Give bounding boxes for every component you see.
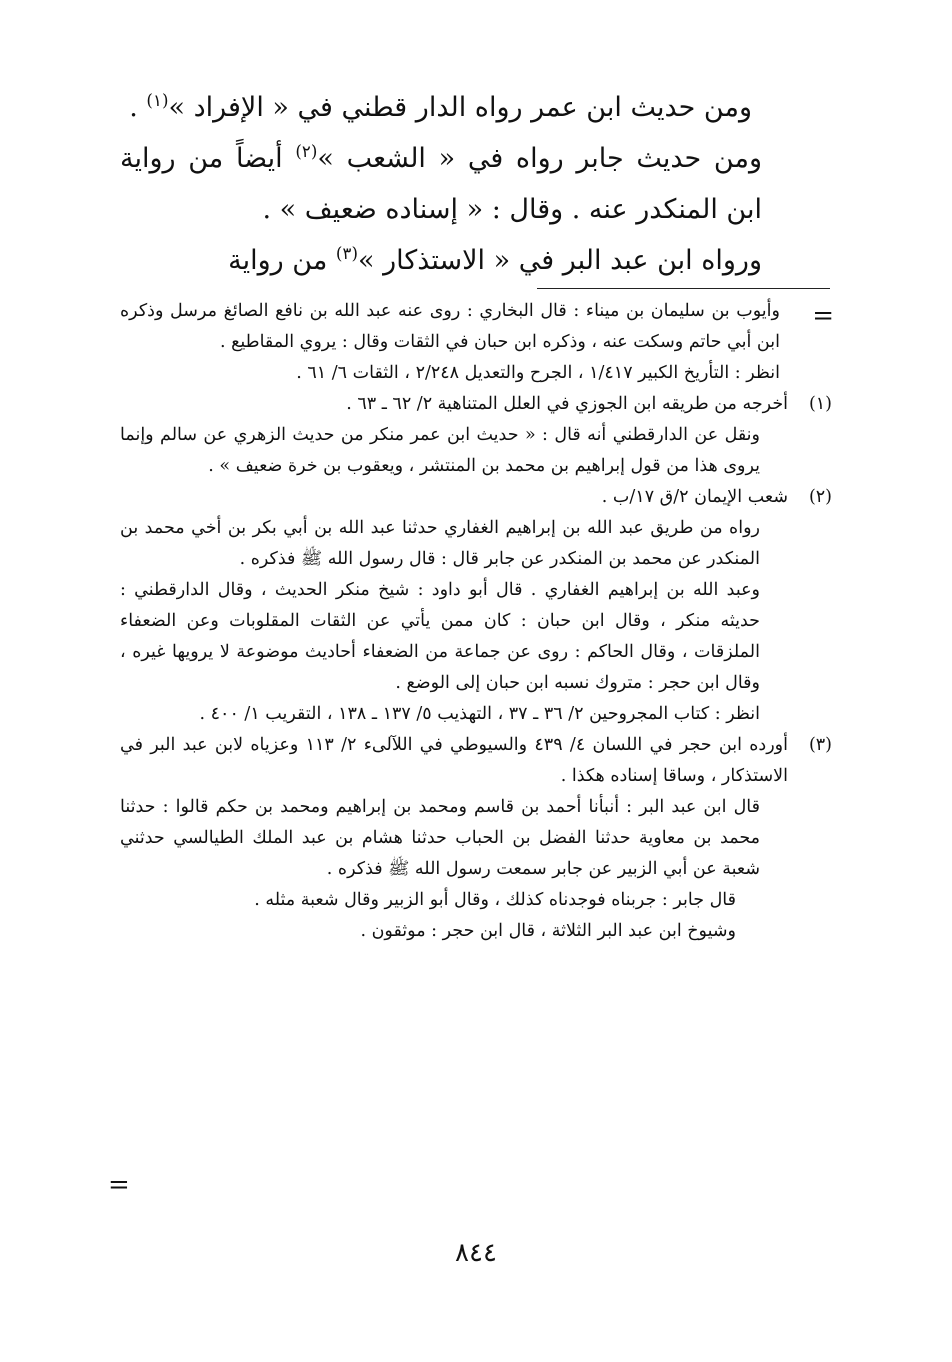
footnote-separator [537, 288, 830, 289]
main-line-4 [120, 235, 832, 286]
main-line-2-text: ومن حديث جابر رواه في « الشعب » [317, 143, 762, 174]
footnote-3-paragraph-3: قال جابر : جربناه فوجدناه كذلك ، وقال أبو الزبير وقال شعبة مثله . [254, 890, 736, 910]
main-text [120, 82, 832, 286]
footnote-2-first: شعب الإيمان ٢/ق ١٧/ب . [601, 487, 788, 507]
footnote-1 [120, 389, 832, 482]
footnote-3 [120, 730, 832, 947]
main-line-2 [120, 133, 832, 235]
footnote-1-number: (١) [808, 394, 832, 414]
footnote-1-first: أخرجه من طريقه ابن الجوزي في العلل المتناهية ٢/ ٦٢ ـ ٦٣ . [346, 394, 788, 414]
footnote-3-paragraph-4: وشيوخ ابن عبد البر الثلاثة ، قال ابن حجر : موثقون . [360, 921, 736, 941]
continuation-paragraph-2: انظر : التأريخ الكبير ١/٤١٧ ، الجرح والتعديل ٢/٢٤٨ ، الثقات ٦/ ٦١ . [296, 363, 780, 383]
footnote-2-body [120, 482, 788, 730]
main-line-1-text: ومن حديث ابن عمر رواه الدار قطني في « الإفراد » [168, 92, 752, 123]
continuation-paragraph-1: وأيوب بن سليمان بن ميناء : قال البخاري : روى عنه عبد الله بن نافع الصائغ مرسل وذكره ابن أبي حاتم وسكت عنه ، وذكره ابن حبان في الثقات وقال : يروي المقاطيع . [120, 301, 780, 352]
page-number: ٨٤٤ [455, 1238, 497, 1268]
continuation-mark-top: = [812, 301, 834, 331]
footnote-2-paragraph-2: رواه من طريق عبد الله بن إبراهيم الغفاري حدثنا عبد الله بن أبي بكر بن أخي محمد بن المنكدر عن محمد بن المنكدر عن جابر قال : قال رسول الله ﷺ فذكره . [120, 518, 760, 569]
main-line-1 [120, 82, 832, 133]
main-line-2-rest: أيضاً من رواية ابن المنكدر عنه . وقال : « إسناده ضعيف » . [120, 143, 762, 225]
footnote-1-rest: ونقل عن الدارقطني أنه قال : « حديث ابن عمر منكر من حديث الزهري عن سالم وإنما يروى هذا من قول إبراهيم بن محمد بن المنتشر ، ويعقوب بن خرة ضعيف » . [120, 425, 760, 476]
footnote-3-body [120, 730, 788, 947]
main-line-4-text: ورواه ابن عبد البر في « الاستذكار » [357, 245, 762, 276]
footnote-1-body [120, 389, 788, 482]
footnote-2-paragraph-4: انظر : كتاب المجروحين ٢/ ٣٦ ـ ٣٧ ، التهذيب ٥/ ١٣٧ ـ ١٣٨ ، التقريب ١/ ٤٠٠ . [199, 704, 760, 724]
main-line-4-rest: من رواية [228, 245, 336, 276]
footnote-3-paragraph-2: قال ابن عبد البر : أنبأنا أحمد بن قاسم ومحمد بن إبراهيم ومحمد بن حكم قالوا : حدثنا محمد بن معاوية حدثنا الفضل بن الحباب حدثنا هشام بن عبد الملك الطيالسي حدثني شعبة عن أبي الزبير عن جابر سمعت رسول الله ﷺ فذكره . [120, 797, 760, 879]
footnote-3-number: (٣) [808, 735, 832, 755]
footnotes-block [120, 296, 832, 947]
footnote-ref-1[interactable]: (١) [146, 90, 169, 110]
footnote-ref-2[interactable]: (٢) [295, 141, 318, 161]
footnote-2 [120, 482, 832, 730]
footnote-3-first: أورده ابن حجر في اللسان ٤/ ٤٣٩ والسيوطي في اللآلىء ٢/ ١١٣ وعزياه لابن عبد البر في الاستذكار ، وساقا إسناده هكذا . [120, 735, 788, 786]
footnote-ref-3[interactable]: (٣) [335, 243, 358, 263]
footnote-2-paragraph-3: وعبد الله بن إبراهيم الغفاري . قال أبو داود : شيخ منكر الحديث ، وقال الدارقطني : حديثه منكر ، وقال ابن حبان : كان ممن يأتي عن الثقات المقلوبات وعن الضعفاء الملزقات ، وقال الحاكم : روى عن جماعة من الضعفاء أحاديث موضوعة لا يرويها غيره ، وقال ابن حجر : متروك نسبه ابن حبان إلى الوضع . [120, 580, 760, 693]
continuation-mark-bottom: = [108, 1170, 130, 1200]
main-line-1-end: . [129, 92, 147, 123]
footnote-2-number: (٢) [808, 487, 832, 507]
